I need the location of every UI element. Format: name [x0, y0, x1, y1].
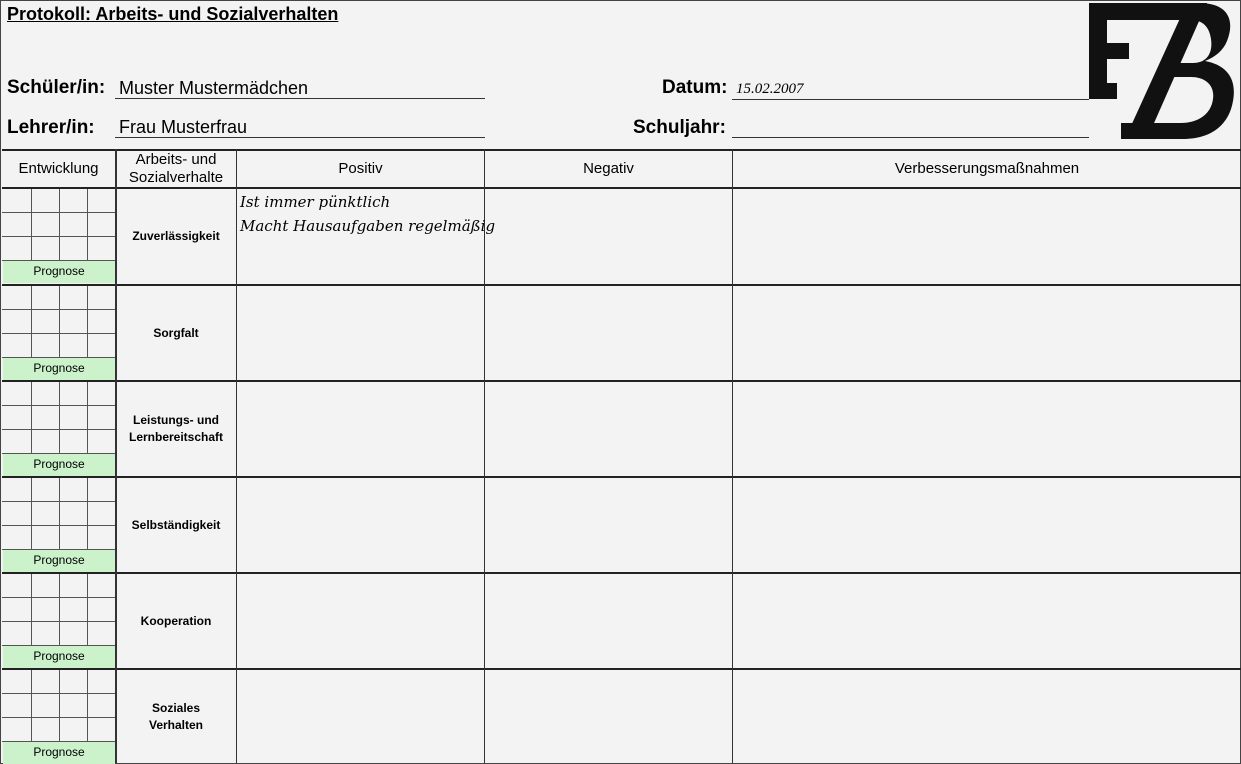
ezb-logo — [1087, 3, 1239, 143]
grid-row-line — [2, 405, 115, 406]
grid-row-line — [2, 260, 115, 261]
schoolyear-field[interactable] — [732, 116, 1089, 138]
schoolyear-label: Schuljahr: — [633, 117, 726, 138]
grid-row-line — [2, 309, 115, 310]
category-reliability: Zuverlässigkeit — [132, 229, 220, 243]
header-positive: Positiv — [338, 159, 383, 177]
grid-row-line — [2, 212, 115, 213]
grid-row-line — [2, 236, 115, 237]
header-development: Entwicklung — [18, 159, 99, 177]
grid-row-line — [2, 597, 115, 598]
prognosis-cell[interactable]: Prognose — [3, 645, 115, 668]
grid-row-line — [2, 525, 115, 526]
student-field[interactable]: Muster Mustermädchen — [115, 77, 485, 99]
grid-row-line — [2, 621, 115, 622]
prognosis-cell[interactable]: Prognose — [3, 357, 115, 380]
header-category: Arbeits- und Sozialverhalte — [128, 150, 224, 186]
prognosis-cell[interactable]: Prognose — [3, 741, 115, 764]
category-willingness: Leistungs- und Lernbereitschaft — [128, 413, 224, 444]
date-label: Datum: — [662, 77, 728, 98]
header-negative: Negativ — [583, 159, 634, 177]
category-care: Sorgfalt — [153, 325, 199, 340]
header-measures: Verbesserungsmaßnahmen — [894, 159, 1080, 177]
grid-row-line — [2, 333, 115, 334]
prognosis-cell[interactable]: Prognose — [3, 549, 115, 572]
assessment-table — [2, 149, 1241, 763]
positive-entry-1[interactable]: Ist immer pünktlich — [240, 193, 391, 211]
grid-row-line — [2, 693, 115, 694]
student-label: Schüler/in: — [7, 77, 106, 98]
category-cooperation: Kooperation — [140, 613, 212, 628]
teacher-field[interactable]: Frau Musterfrau — [115, 116, 485, 138]
grid-row-line — [2, 429, 115, 430]
grid-row-line — [2, 549, 115, 550]
prognosis-cell[interactable]: Prognose — [3, 453, 115, 476]
grid-row-line — [2, 357, 115, 358]
grid-row-line — [2, 741, 115, 742]
category-social: Soziales Verhalten — [148, 700, 204, 732]
positive-entry-2[interactable]: Macht Hausaufgaben regelmäßig — [240, 217, 496, 235]
page-title: Protokoll: Arbeits- und Sozialverhalten — [7, 4, 339, 24]
date-field[interactable]: 15.02.2007 — [732, 78, 1089, 100]
grid-row-line — [2, 645, 115, 646]
grid-row-line — [2, 501, 115, 502]
category-independence: Selbständigkeit — [131, 517, 221, 532]
grid-row-line — [2, 453, 115, 454]
grid-row-line — [2, 717, 115, 718]
prognosis-cell[interactable]: Prognose — [3, 260, 115, 283]
teacher-label: Lehrer/in: — [7, 117, 95, 138]
